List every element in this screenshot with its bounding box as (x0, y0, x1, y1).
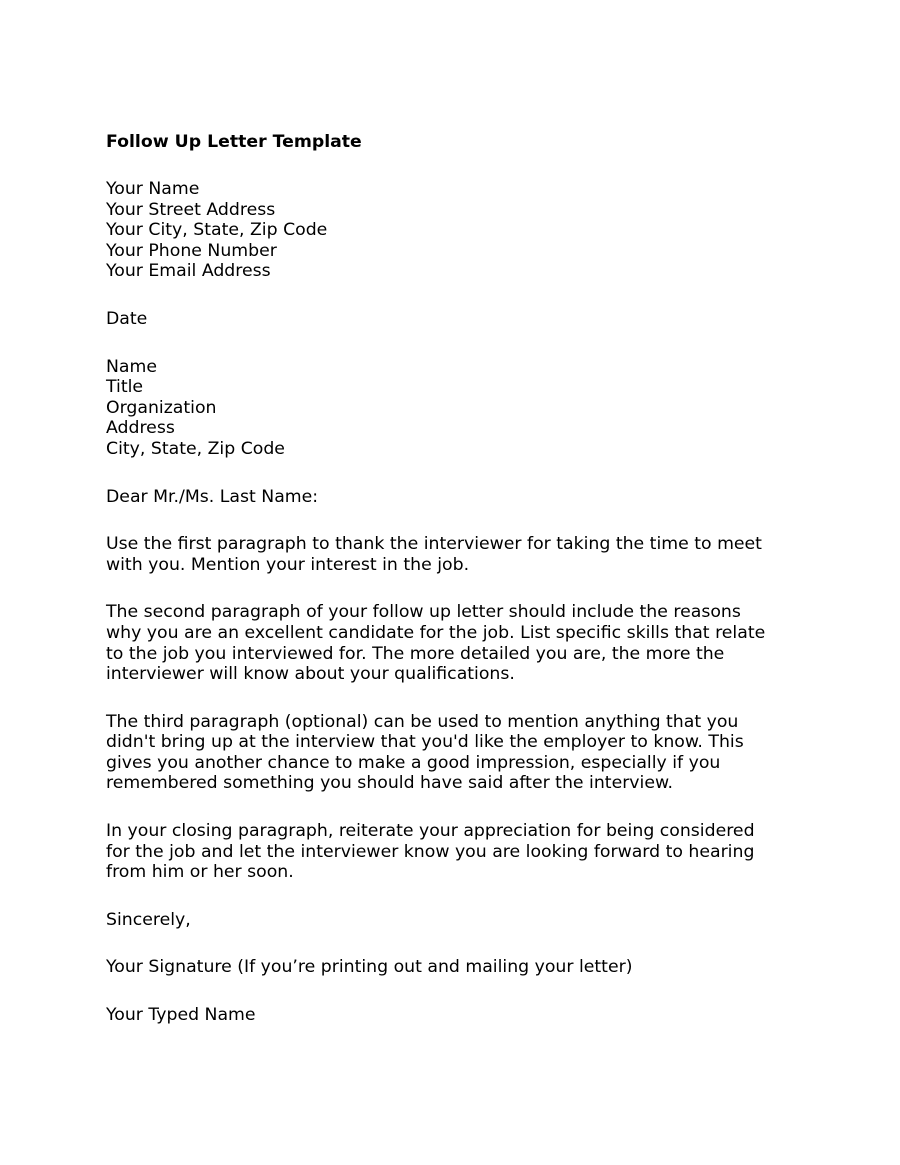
paragraph-line: for the job and let the interviewer know you are looking forward to hearing (106, 841, 755, 862)
date-line: Date (106, 308, 148, 329)
sender-address-block (106, 179, 806, 282)
paragraph-line: from him or her soon. (106, 862, 294, 883)
letter-content (106, 131, 806, 1053)
paragraph-line: In your closing paragraph, reiterate your appreciation for being considered (106, 821, 755, 842)
recipient-city-state-zip: City, State, Zip Code (106, 438, 285, 459)
paragraph-line: with you. Mention your interest in the job. (106, 554, 470, 575)
body-paragraph-2 (106, 602, 806, 684)
recipient-address-block (106, 357, 806, 460)
signature-line: Your Signature (If you’re printing out and mailing your letter) (106, 957, 633, 978)
paragraph-line: why you are an excellent candidate for the job. List specific skills that relate (106, 622, 766, 643)
recipient-address: Address (106, 418, 175, 439)
sender-city-state-zip: Your City, State, Zip Code (106, 220, 328, 241)
body-paragraph-4 (106, 821, 806, 883)
paragraph-line: Use the first paragraph to thank the interviewer for taking the time to meet (106, 534, 762, 555)
sender-phone: Your Phone Number (106, 240, 277, 261)
document-title: Follow Up Letter Template (106, 132, 362, 152)
paragraph-line: The third paragraph (optional) can be used to mention anything that you (106, 711, 739, 732)
typed-name: Your Typed Name (106, 1005, 256, 1026)
sender-name: Your Name (106, 179, 200, 199)
paragraph-line: didn't bring up at the interview that you'd like the employer to know. This (106, 732, 744, 753)
recipient-name: Name (106, 356, 157, 377)
recipient-organization: Organization (106, 397, 217, 418)
paragraph-line: The second paragraph of your follow up letter should include the reasons (106, 602, 741, 623)
paragraph-line: to the job you interviewed for. The more detailed you are, the more the (106, 643, 725, 664)
body-paragraph-3 (106, 712, 806, 794)
sender-street: Your Street Address (106, 199, 276, 220)
body-paragraph-1 (106, 534, 806, 575)
paragraph-line: gives you another chance to make a good impression, especially if you (106, 752, 721, 773)
sender-email: Your Email Address (106, 261, 271, 282)
salutation: Dear Mr./Ms. Last Name: (106, 486, 319, 507)
recipient-title: Title (106, 377, 144, 398)
paragraph-line: interviewer will know about your qualifications. (106, 664, 515, 685)
paragraph-line: remembered something you should have said after the interview. (106, 773, 674, 794)
closing: Sincerely, (106, 909, 191, 930)
